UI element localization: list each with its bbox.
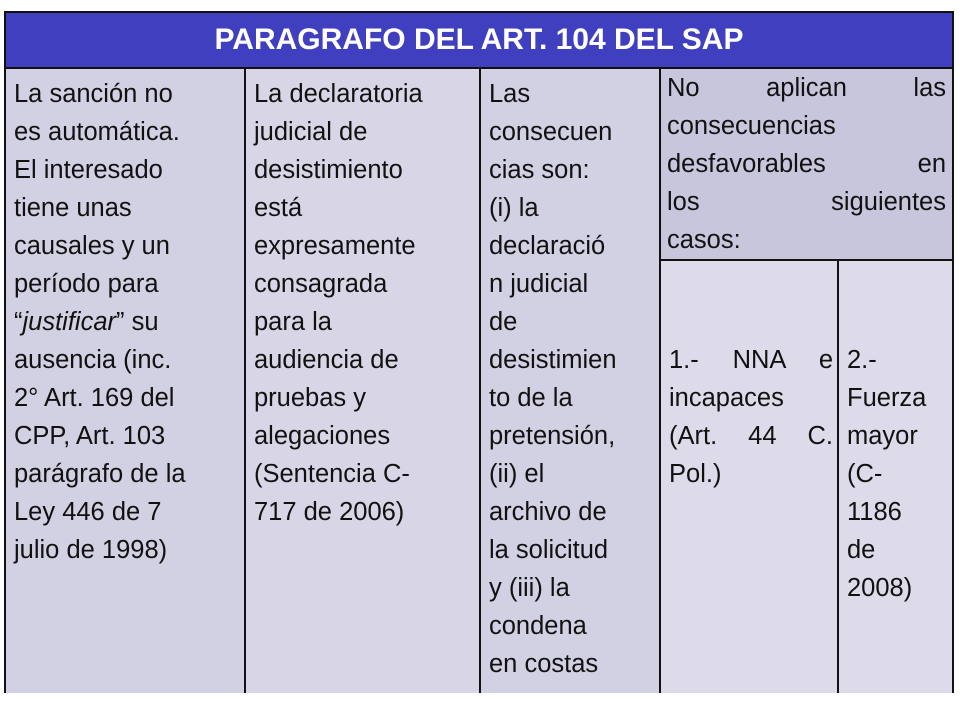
law-table [4,11,954,693]
text-line: consecuen [489,118,613,146]
text-line: 717 de 2006) [254,498,405,526]
text-line: 2008) [847,574,913,602]
text-line: condena [489,612,587,640]
text-line: los siguientes [667,188,946,216]
text-line: en costas [489,650,599,678]
text-line: ausencia (inc. [14,346,172,374]
cell-automatic-sanction [6,69,246,693]
text-line: tiene unas [14,194,132,222]
text-line: mayor [847,422,918,450]
text-line: y (iii) la [489,574,570,602]
text-line: La sanción no [14,80,173,108]
quote-close: ” su [116,308,159,336]
cell-judicial-declaration [246,69,481,693]
cell-exception-force-majeure [839,261,952,693]
text-line: es automática. [14,118,180,146]
text-line: de [489,308,518,336]
text-line: consagrada [254,270,388,298]
text-line: consecuencias [667,112,836,140]
text-line: está [254,194,303,222]
text-line: julio de 1998) [14,536,168,564]
text-line: pretensión, [489,422,616,450]
text-line: expresamente [254,232,416,260]
text-line-justificar [14,303,238,341]
text-line: parágrafo de la [14,460,186,488]
justificar-word: justificar [22,308,117,336]
text-line: 2.- [847,346,877,374]
text-line: CPP, Art. 103 [14,422,166,450]
text-line: (ii) el [489,460,545,488]
text-line: (i) la [489,194,539,222]
text-line: Pol.) [669,460,722,488]
text-line: causales y un [14,232,170,260]
text-line: (Sentencia C- [254,460,410,488]
cell-exception-nna [661,261,839,693]
text-line: judicial de [254,118,368,146]
text-line: alegaciones [254,422,391,450]
text-line: 2° Art. 169 del [14,384,175,412]
cell-exceptions-header [661,69,952,261]
text-line: archivo de [489,498,607,526]
text-line: 1186 [847,498,902,526]
text-line: desistimien [489,346,617,374]
text-line: n judicial [489,270,589,298]
text-line: declaració [489,232,606,260]
text-line: Las [489,80,531,108]
cell-consequences [481,69,661,693]
quote-open: “ [14,308,23,336]
text-line: La declaratoria [254,80,423,108]
text-line: incapaces [669,384,784,412]
text-line: (C- [847,460,883,488]
text-line: desistimiento [254,156,403,184]
text-line: No aplican las [667,74,946,102]
text-line: la solicitud [489,536,609,564]
text-line: (Art. 44 C. [669,422,833,450]
text-line: 1.- NNA e [669,346,833,374]
text-line: cias son: [489,156,590,184]
text-line: de [847,536,876,564]
table-title: PARAGRAFO DEL ART. 104 DEL SAP [6,13,952,69]
text-line: pruebas y [254,384,366,412]
text-line: El interesado [14,156,163,184]
text-line: período para [14,270,159,298]
text-line: audiencia de [254,346,399,374]
text-line: casos: [667,226,741,254]
text-line: desfavorables en [667,150,946,178]
text-line: Ley 446 de 7 [14,498,162,526]
text-line: to de la [489,384,573,412]
text-line: Fuerza [847,384,927,412]
text-line: para la [254,308,332,336]
